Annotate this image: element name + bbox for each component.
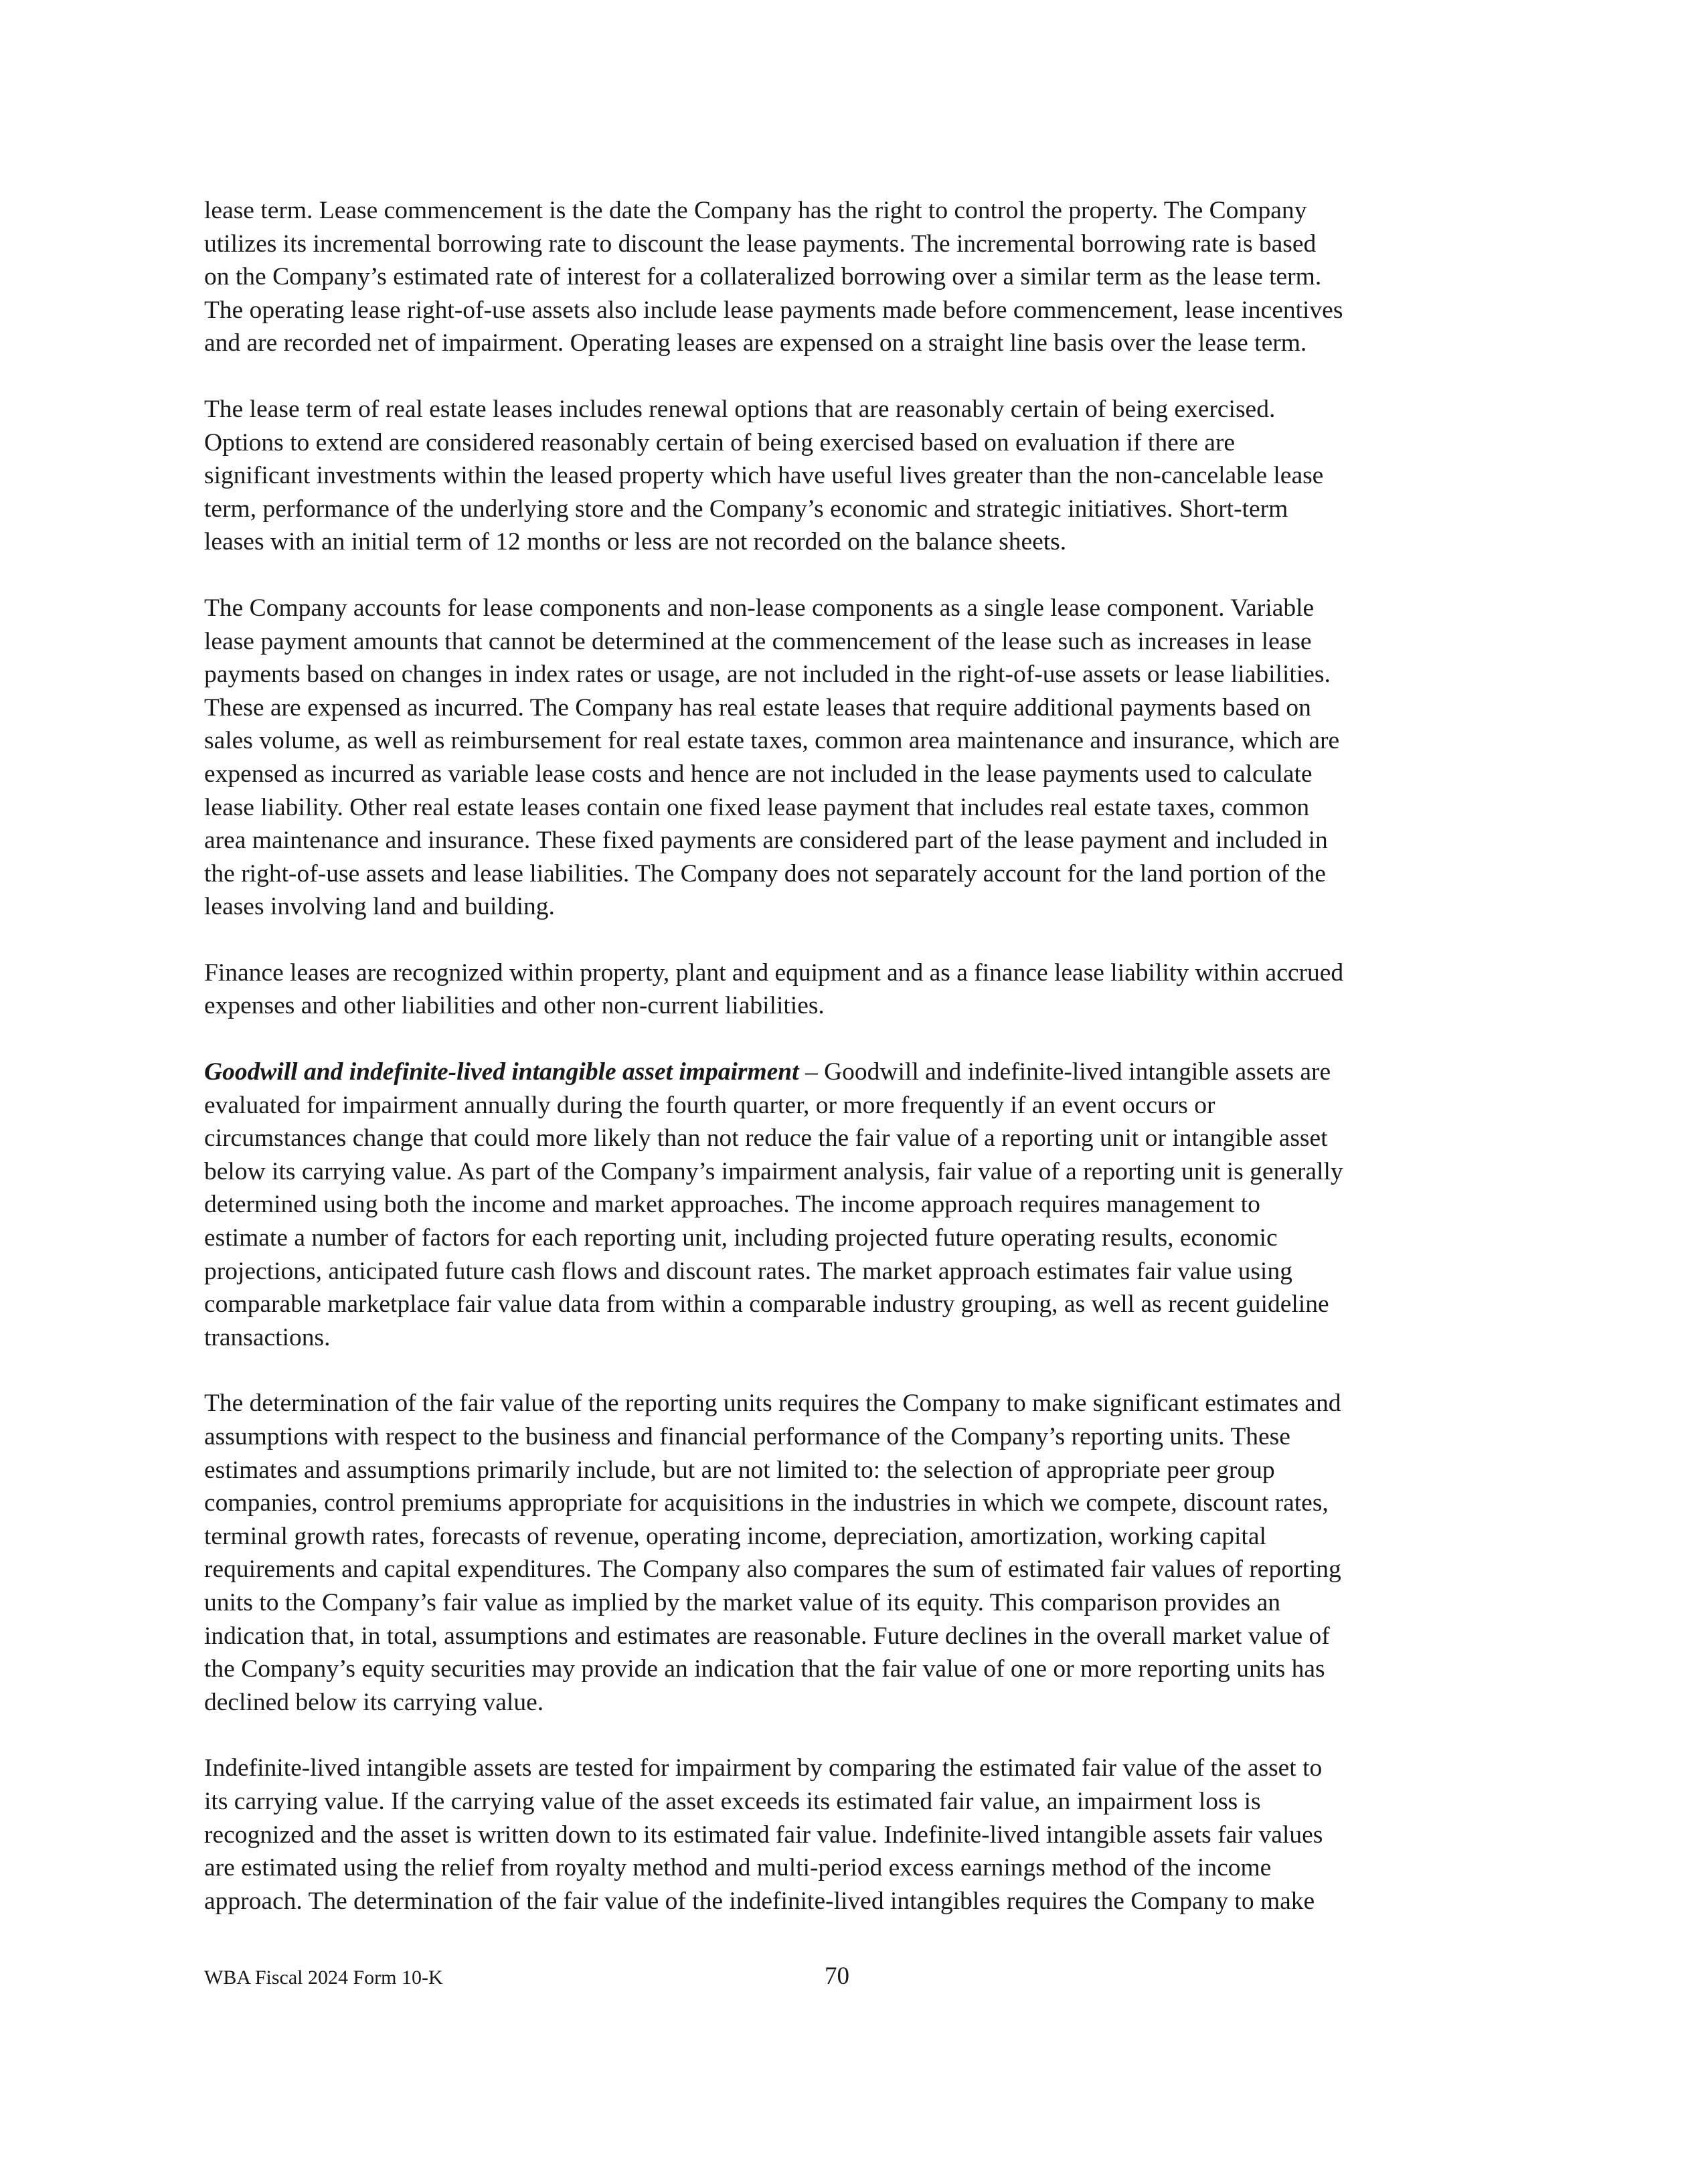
- paragraph-finance-leases: [204, 956, 1489, 1023]
- text-line: The lease term of real estate leases includes renewal options that are reasonably certain of being exercised.: [204, 395, 1276, 423]
- text-line: leases involving land and building.: [204, 893, 555, 921]
- footer-document-label: WBA Fiscal 2024 Form 10-K: [204, 1966, 443, 1989]
- text-line: Finance leases are recognized within property, plant and equipment and as a finance lease liability within accrued: [204, 958, 1344, 987]
- text-line: payments based on changes in index rates or usage, are not included in the right-of-use assets or lease liabilities.: [204, 661, 1331, 689]
- paragraph-lease-components: [204, 592, 1489, 924]
- paragraph-indefinite-lived-intangibles: [204, 1752, 1489, 1918]
- section-heading: Goodwill and indefinite-lived intangible asset impairment: [204, 1058, 799, 1086]
- paragraph-lease-term: [204, 194, 1489, 360]
- text-line: Options to extend are considered reasonably certain of being exercised based on evaluation if there are: [204, 428, 1235, 456]
- text-line: the Company’s equity securities may provide an indication that the fair value of one or more reporting units has: [204, 1655, 1325, 1683]
- page-number: 70: [825, 1962, 849, 1990]
- text-line: The determination of the fair value of the reporting units requires the Company to make significant estimates and: [204, 1390, 1341, 1418]
- paragraph-goodwill-impairment: [204, 1056, 1489, 1354]
- text-line: its carrying value. If the carrying value of the asset exceeds its estimated fair value, an impairment loss is: [204, 1787, 1261, 1815]
- text-line: The operating lease right-of-use assets also include lease payments made before commencement, lease incentives: [204, 296, 1343, 324]
- text-line: leases with an initial term of 12 months or less are not recorded on the balance sheets.: [204, 528, 1067, 556]
- text-line: terminal growth rates, forecasts of revenue, operating income, depreciation, amortization, working capital: [204, 1522, 1266, 1550]
- body-text: [204, 194, 1489, 1950]
- paragraph-renewal-options: [204, 393, 1489, 559]
- text-line: companies, control premiums appropriate for acquisitions in the industries in which we compete, discount rates,: [204, 1489, 1329, 1517]
- text-line: These are expensed as incurred. The Company has real estate leases that require additional payments based on: [204, 693, 1311, 722]
- text-line: requirements and capital expenditures. The Company also compares the sum of estimated fair values of reporting: [204, 1556, 1341, 1584]
- text-line: lease payment amounts that cannot be determined at the commencement of the lease such as increases in lease: [204, 627, 1312, 655]
- text-line: Indefinite-lived intangible assets are tested for impairment by comparing the estimated fair value of the asset to: [204, 1754, 1323, 1782]
- text-line: units to the Company’s fair value as implied by the market value of its equity. This comparison provides an: [204, 1588, 1281, 1616]
- text-line: projections, anticipated future cash flows and discount rates. The market approach estimates fair value using: [204, 1257, 1292, 1285]
- text-line: indication that, in total, assumptions and estimates are reasonable. Future declines in the overall market value of: [204, 1622, 1330, 1650]
- text-line: lease term. Lease commencement is the date the Company has the right to control the property. The Company: [204, 197, 1307, 224]
- text-line: recognized and the asset is written down to its estimated fair value. Indefinite-lived intangible assets fair values: [204, 1821, 1323, 1849]
- text-line: declined below its carrying value.: [204, 1688, 544, 1716]
- text-line: area maintenance and insurance. These fixed payments are considered part of the lease payment and included in: [204, 827, 1328, 855]
- text-line: circumstances change that could more likely than not reduce the fair value of a reporting unit or intangible asset: [204, 1124, 1328, 1153]
- text-line: significant investments within the leased property which have useful lives greater than the non-cancelable lease: [204, 462, 1324, 490]
- text-line: lease liability. Other real estate leases contain one fixed lease payment that includes real estate taxes, common: [204, 793, 1310, 821]
- text-line: term, performance of the underlying store and the Company’s economic and strategic initiatives. Short-term: [204, 495, 1288, 523]
- text-line: The Company accounts for lease components and non-lease components as a single lease component. Variable: [204, 594, 1315, 622]
- text-line: utilizes its incremental borrowing rate to discount the lease payments. The incremental borrowing rate is based: [204, 230, 1317, 258]
- text-line: are estimated using the relief from royalty method and multi-period excess earnings method of the income: [204, 1854, 1272, 1882]
- text-line: [204, 1056, 1489, 1089]
- text-line: transactions.: [204, 1323, 331, 1351]
- text-line: expenses and other liabilities and other non-current liabilities.: [204, 992, 825, 1020]
- text-line: determined using both the income and market approaches. The income approach requires management to: [204, 1191, 1260, 1219]
- text-line: on the Company’s estimated rate of interest for a collateralized borrowing over a similar term as the lease term.: [204, 263, 1322, 291]
- text-line: sales volume, as well as reimbursement for real estate taxes, common area maintenance and insurance, which are: [204, 727, 1340, 755]
- text-line: estimates and assumptions primarily include, but are not limited to: the selection of appropriate peer group: [204, 1456, 1275, 1484]
- text-line: assumptions with respect to the business and financial performance of the Company’s reporting units. These: [204, 1423, 1290, 1450]
- text-line: expensed as incurred as variable lease costs and hence are not included in the lease payments used to calculate: [204, 760, 1313, 788]
- text-line: estimate a number of factors for each reporting unit, including projected future operating results, economic: [204, 1224, 1278, 1252]
- text-line: the right-of-use assets and lease liabilities. The Company does not separately account for the land portion of the: [204, 859, 1326, 888]
- text-line: below its carrying value. As part of the Company’s impairment analysis, fair value of a reporting unit is generally: [204, 1157, 1343, 1185]
- text-line: comparable marketplace fair value data from within a comparable industry grouping, as well as recent guideline: [204, 1290, 1329, 1319]
- text-line: approach. The determination of the fair value of the indefinite-lived intangibles requires the Company to make: [204, 1887, 1315, 1915]
- text-line: and are recorded net of impairment. Operating leases are expensed on a straight line basis over the lease term.: [204, 329, 1307, 357]
- heading-line-continuation: – Goodwill and indefinite-lived intangible assets are: [798, 1058, 1331, 1086]
- text-line: evaluated for impairment annually during the fourth quarter, or more frequently if an event occurs or: [204, 1091, 1215, 1119]
- paragraph-reporting-unit-fair-value: [204, 1387, 1489, 1719]
